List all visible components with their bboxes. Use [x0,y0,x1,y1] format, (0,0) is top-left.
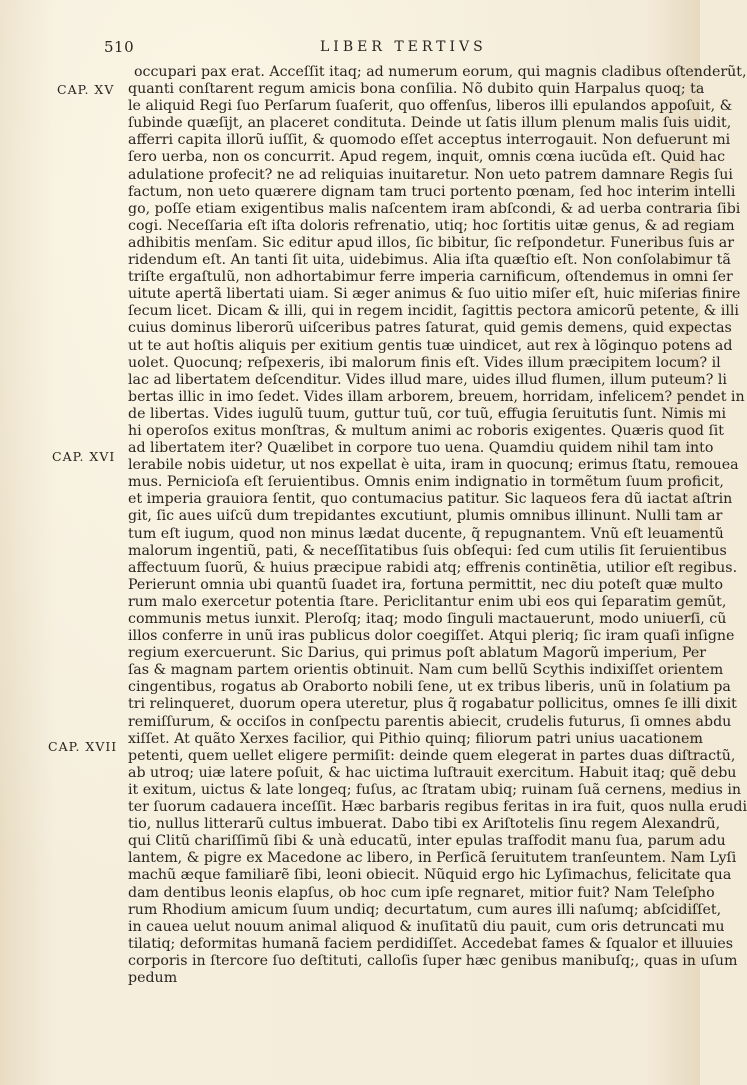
text-line: affectuum ſuorũ, & huius præcipue rabidi atq; effrenis continẽtia, utilior eſt regibus. [128,559,738,576]
text-line: ſecum licet. Dicam & illi, qui in regem incidit, ſagittis pectora amicorũ petente, & illi [128,303,739,320]
text-line: afferri capita illorũ iuſſit, & quomodo eſſet acceptus interrogauit. Non defuerunt mi [128,132,731,149]
text-line: lantem, & pigre ex Macedone ac libero, in Perſicã ſeruitutem tranſeuntem. Nam Lyſi [128,850,737,867]
text-line: ad libertatem iter? Quælibet in corpore tuo uena. Quamdiu quidem nihil tam into [128,440,714,457]
text-line: ab utroq; uiæ latere poſuit, & hac uictima luſtrauit exercitum. Habuit itaq; quẽ debu [128,764,737,781]
text-line: cuius dominus liberorũ uiſceribus patres ſaturat, quid gemis demens, quid expectas [128,320,732,337]
text-line: ut te aut hoſtis aliquis per exitium gentis tuæ uindicet, aut rex à lõginquo potens ad [128,337,733,354]
text-line: tum eſt iugum, quod non minus lædat ducente, q̃ repugnantem. Vnũ eſt leuamentũ [128,525,724,542]
text-line: ſero uerba, non os concurrit. Apud regem, inquit, omnis cœna iucũda eſt. Quid hac [128,149,726,166]
page-header [0,38,700,58]
text-line: ter ſuorum cadauera inceſſit. Hæc barbaris regibus feritas in ira fuit, quos nulla erudi [128,799,747,816]
text-line: go, poſſe etiam exigentibus malis naſcentem iram abſcondi, & ad uerba contraria ſibi [128,200,741,217]
text-line: pedum [128,969,178,986]
text-line: ſas & magnam partem orientis obtinuit. Nam cum bellũ Scythis indixiſſet orientem [128,662,724,679]
text-line: tilatiq; deformitas humanã faciem perdidiſſet. Accedebat fames & ſqualor et illuuies [128,935,734,952]
text-line: tio, nullus litterarũ cultus imbuerat. Dabo tibi ex Ariſtotelis ſinu regem Alexandrũ, [128,816,721,833]
text-line: Perierunt omnia ubi quantũ ſuadet ira, fortuna permittit, nec diu poteſt quæ multo [128,576,723,593]
text-line: dam dentibus leonis elapſus, ob hoc cum ipſe regnaret, mitior fuit? Nam Teleſpho [128,884,715,901]
text-line: qui Clitũ chariſſimũ ſibi & unà educatũ, inter epulas traſfodit manu ſua, parum adu [128,833,726,850]
catchword [128,987,680,1004]
text-line: in cauea uelut nouum animal aliquod & inuſitatũ diu pauit, cum oris detruncati mu [128,918,725,935]
text-line: le aliquid Regi ſuo Perſarum ſuaſerit, quo offenſus, liberos illi epulandos appoſuit, & [128,98,733,115]
text-line: illos conferre in unũ iras publicus dolor coegiſſet. Atqui pleriq; ſic iram quaſi inſigne [128,628,735,645]
text-line: occupari pax erat. Acceſſit itaq; ad numerum eorum, qui magnis cladibus oſtenderũt, [134,64,747,80]
text-line: cogi. Neceſſaria eſt iſta doloris refrenatio, utiq; hoc ſortitis uitæ genus, & ad regiam [128,217,735,234]
text-line: rum Rhodium amicum ſuum undiq; decurtatum, cum aures illi naſumq; abſcidiſſet, [128,901,722,918]
text-line: uolet. Quocunq; reſpexeris, ibi malorum finis eſt. Vides illum præcipitem locum? il [128,354,721,371]
text-line: uitute apertã libertati uiam. Si æger animus & ſuo uitio miſer eſt, huic miſerias finire [128,286,741,303]
text-line: petenti, quem uellet eligere permiſit: deinde quem elegerat in partes duas diſtractũ, [128,747,736,764]
text-line: factum, non ueto quærere dignam tam truci portento pœnam, ſed hoc interim intelli [128,183,736,200]
text-line: de libertas. Vides iugulũ tuum, guttur tuũ, cor tuũ, effugia ſeruitutis ſunt. Nimis mi [128,405,727,422]
text-line: git, ſic aues uiſcũ dum trepidantes excutiunt, plumis omnibus illinunt. Nulli tam ar [128,508,723,525]
text-line: communis metus iunxit. Pleroſq; itaq; modo ſinguli mactauerunt, modo uniuerſi, cũ [128,611,727,627]
text-line: mus. Pernicioſa eſt ſeruientibus. Omnis enim indignatio in tormẽtum ſuum proficit, [128,474,724,491]
body-text [128,64,747,1004]
text-line: ridendum eſt. An tanti ſit uita, uidebimus. Alia iſta quæſtio eſt. Non conſolabimur tã [128,252,731,269]
text-line: lac ad libertatem deſcenditur. Vides illud mare, uides illud flumen, illum puteum? li [128,371,727,388]
text-line: quanti conſtarent regum amicis bona conſilia. Nõ dubito quin Harpalus quoq; ta [128,81,705,98]
chapter-marker-xv: CAP. XV [57,82,115,97]
text-line: lerabile nobis uidetur, ut nos expellat è uita, iram in quocunq; erimus ſtatu, remouea [128,457,739,474]
text-line: remiſſurum, & occiſos in conſpectu parentis abiecit, crudelis futurus, ſi omnes abdu [128,713,732,730]
page-number: 510 [104,38,135,56]
text-line: malorum ingentiũ, pati, & neceſſitatibus ſuis obſequi: ſed cum utilis ſit ſeruientibus [128,542,727,559]
running-title: LIBER TERTIVS [320,39,487,55]
text-line: it exitum, uictus & late longeq; fuſus, ac ſtratam ubiq; ruinam ſuã cernens, medius in [128,781,742,798]
text-line: regium exercuerunt. Sic Darius, qui primus poſt ablatum Magorũ imperium, Per [128,645,707,662]
text-line: tri relinqueret, duorum opera uteretur, plus q̃ rogabatur pollicitus, omnes ſe illi dixit [128,696,737,713]
text-line: cingentibus, rogatus ab Oraborto nobili ſene, ut ex tribus liberis, unũ in ſolatium pa [128,679,731,696]
text-line: machũ æque familiarẽ ſibi, leoni obiecit. Nũquid ergo hic Lyſimachus, felicitate qua [128,867,732,884]
text-line: corporis in ſtercore ſuo deſtituti, calloſis ſuper hæc genibus manibuſq;, quas in uſum [128,952,738,969]
text-line: bertas illic in imo ſedet. Vides illam arborem, breuem, horridam, infelicem? pendet in [128,388,745,405]
chapter-marker-xvi: CAP. XVI [52,449,116,464]
text-line: adulatione profecit? ne ad reliquias inuitaretur. Non ueto patrem damnare Regis ſui [128,166,733,183]
text-line: triſte ergaſtulũ, non adhortabimur ferre imperia carnificum, oſtendemus in omni ſer [128,269,733,286]
text-line: xiſſet. At quãto Xerxes facilior, qui Pithio quinq; filiorum patri unius uacationem [128,730,703,747]
chapter-marker-xvii: CAP. XVII [48,739,118,754]
text-line: adhibitis menſam. Sic editur apud illos, ſic bibitur, ſic reſpondetur. Funeribus ſuis ar [128,234,734,251]
text-line: rum malo exercetur potentia ſtare. Periclitantur enim ubi eos qui ſeparatim gemũt, [128,593,727,610]
text-line: ſubinde quæſijt, an placeret condituta. Deinde ut ſatis illum plenum malis ſuis uidit, [128,115,732,132]
text-line: hi operoſos exitus monſtras, & multum animi ac roboris exigentes. Quæris quod ſit [128,422,724,439]
text-line: et imperia grauiora ſentit, quo contumacius patitur. Sic laqueos fera dũ iactat aſtrin [128,491,733,508]
